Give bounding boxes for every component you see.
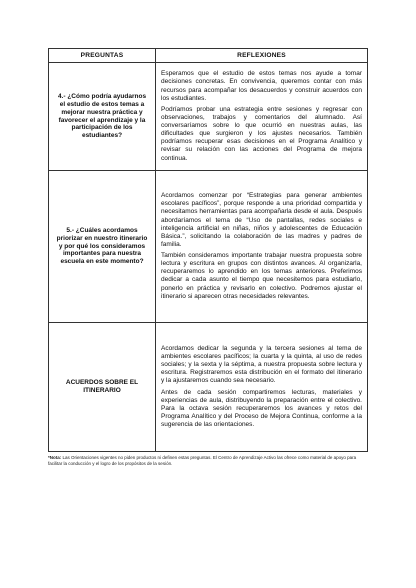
question-cell: ACUERDOS SOBRE EL ITINERARIO <box>49 323 156 452</box>
reflection-paragraph: Antes de cada sesión compartiremos lecturas, materiales y experiencias de aula, distribuyendo la preparación entre el colectivo. Para la octava sesión recuperaremos los avances y retos del Programa Analítico y del Proceso de Mejora Continua, conforme a la sugerencia de las orientaciones. <box>161 388 362 428</box>
table-header-row <box>49 49 368 63</box>
footnote <box>48 455 368 467</box>
header-questions: PREGUNTAS <box>49 49 156 63</box>
table-row <box>49 323 368 452</box>
footnote-text: Las Orientaciones vigentes no piden productos ni definen estas preguntas. El Centro de Aprendizaje Activo las ofrece como material de apoyo para facilitar la conducción y el logro de los propósitos de la sesión. <box>48 455 357 466</box>
question-cell: 5.- ¿Cuáles acordamos priorizar en nuestro itinerario y por qué los consideramos importantes para nuestra escuela en este momento? <box>49 171 156 323</box>
reflection-cell <box>156 63 368 171</box>
reflection-paragraph: Acordamos dedicar la segunda y la tercera sesiones al tema de ambientes escolares pacíficos; la cuarta y la quinta, al uso de redes sociales; y la sexta y la séptima, a nuestra propuesta sobre lectura y escritura. Registraremos esta distribución en el formato del itinerario y la ajustaremos cuando sea necesario. <box>161 344 362 385</box>
reflection-cell <box>156 323 368 452</box>
reflection-table <box>48 48 368 452</box>
reflection-paragraph: Acordamos comenzar por “Estrategias para generar ambientes escolares pacíficos”, porque responde a una prioridad compartida y necesitamos herramientas para acompañarla desde el aula. Después abordaríamos el tema de “Uso de pantallas, redes sociales e inteligencia artificial en niñas, niños y adolescentes de Educación Básica.”, solicitando la colaboración de las madres y padres de familia. <box>161 192 362 248</box>
table-row <box>49 63 368 171</box>
reflection-paragraph: Podríamos probar una estrategia entre sesiones y regresar con observaciones, trabajos y comentarios del alumnado. Así conversaríamos sobre lo que ocurrió en nuestras aulas, las dificultades que surgieron y los ajustes necesarios. También podríamos recuperar esas decisiones en el Programa Analítico y revisar su relación con las acciones del Programa de mejora continua. <box>161 105 362 162</box>
footnote-label: *Nota: <box>48 455 62 460</box>
reflection-paragraph: También consideramos importante trabajar nuestra propuesta sobre lectura y escritura en grupos con distintos avances. Al organizarla, recuperaremos lo aprendido en los temas anteriores. Preferimos dedicar a cada asunto el tiempo que necesitemos para estudiarlo, ponerlo en práctica y revisarlo en colectivo. Podremos ajustar el itinerario si aparecen otras necesidades relevantes. <box>161 252 362 300</box>
reflection-cell <box>156 171 368 323</box>
reflection-paragraph: Esperamos que el estudio de estos temas nos ayude a tomar decisiones concretas. En convivencia, queremos contar con más recursos para acompañar los desacuerdos y construir acuerdos con los estudiantes. <box>161 70 362 102</box>
question-cell: 4.- ¿Cómo podría ayudarnos el estudio de estos temas a mejorar nuestra práctica y favorecer el aprendizaje y la participación de los estudiantes? <box>49 63 156 171</box>
document-page <box>48 48 368 467</box>
header-reflections: REFLEXIONES <box>156 49 368 63</box>
table-row <box>49 171 368 323</box>
